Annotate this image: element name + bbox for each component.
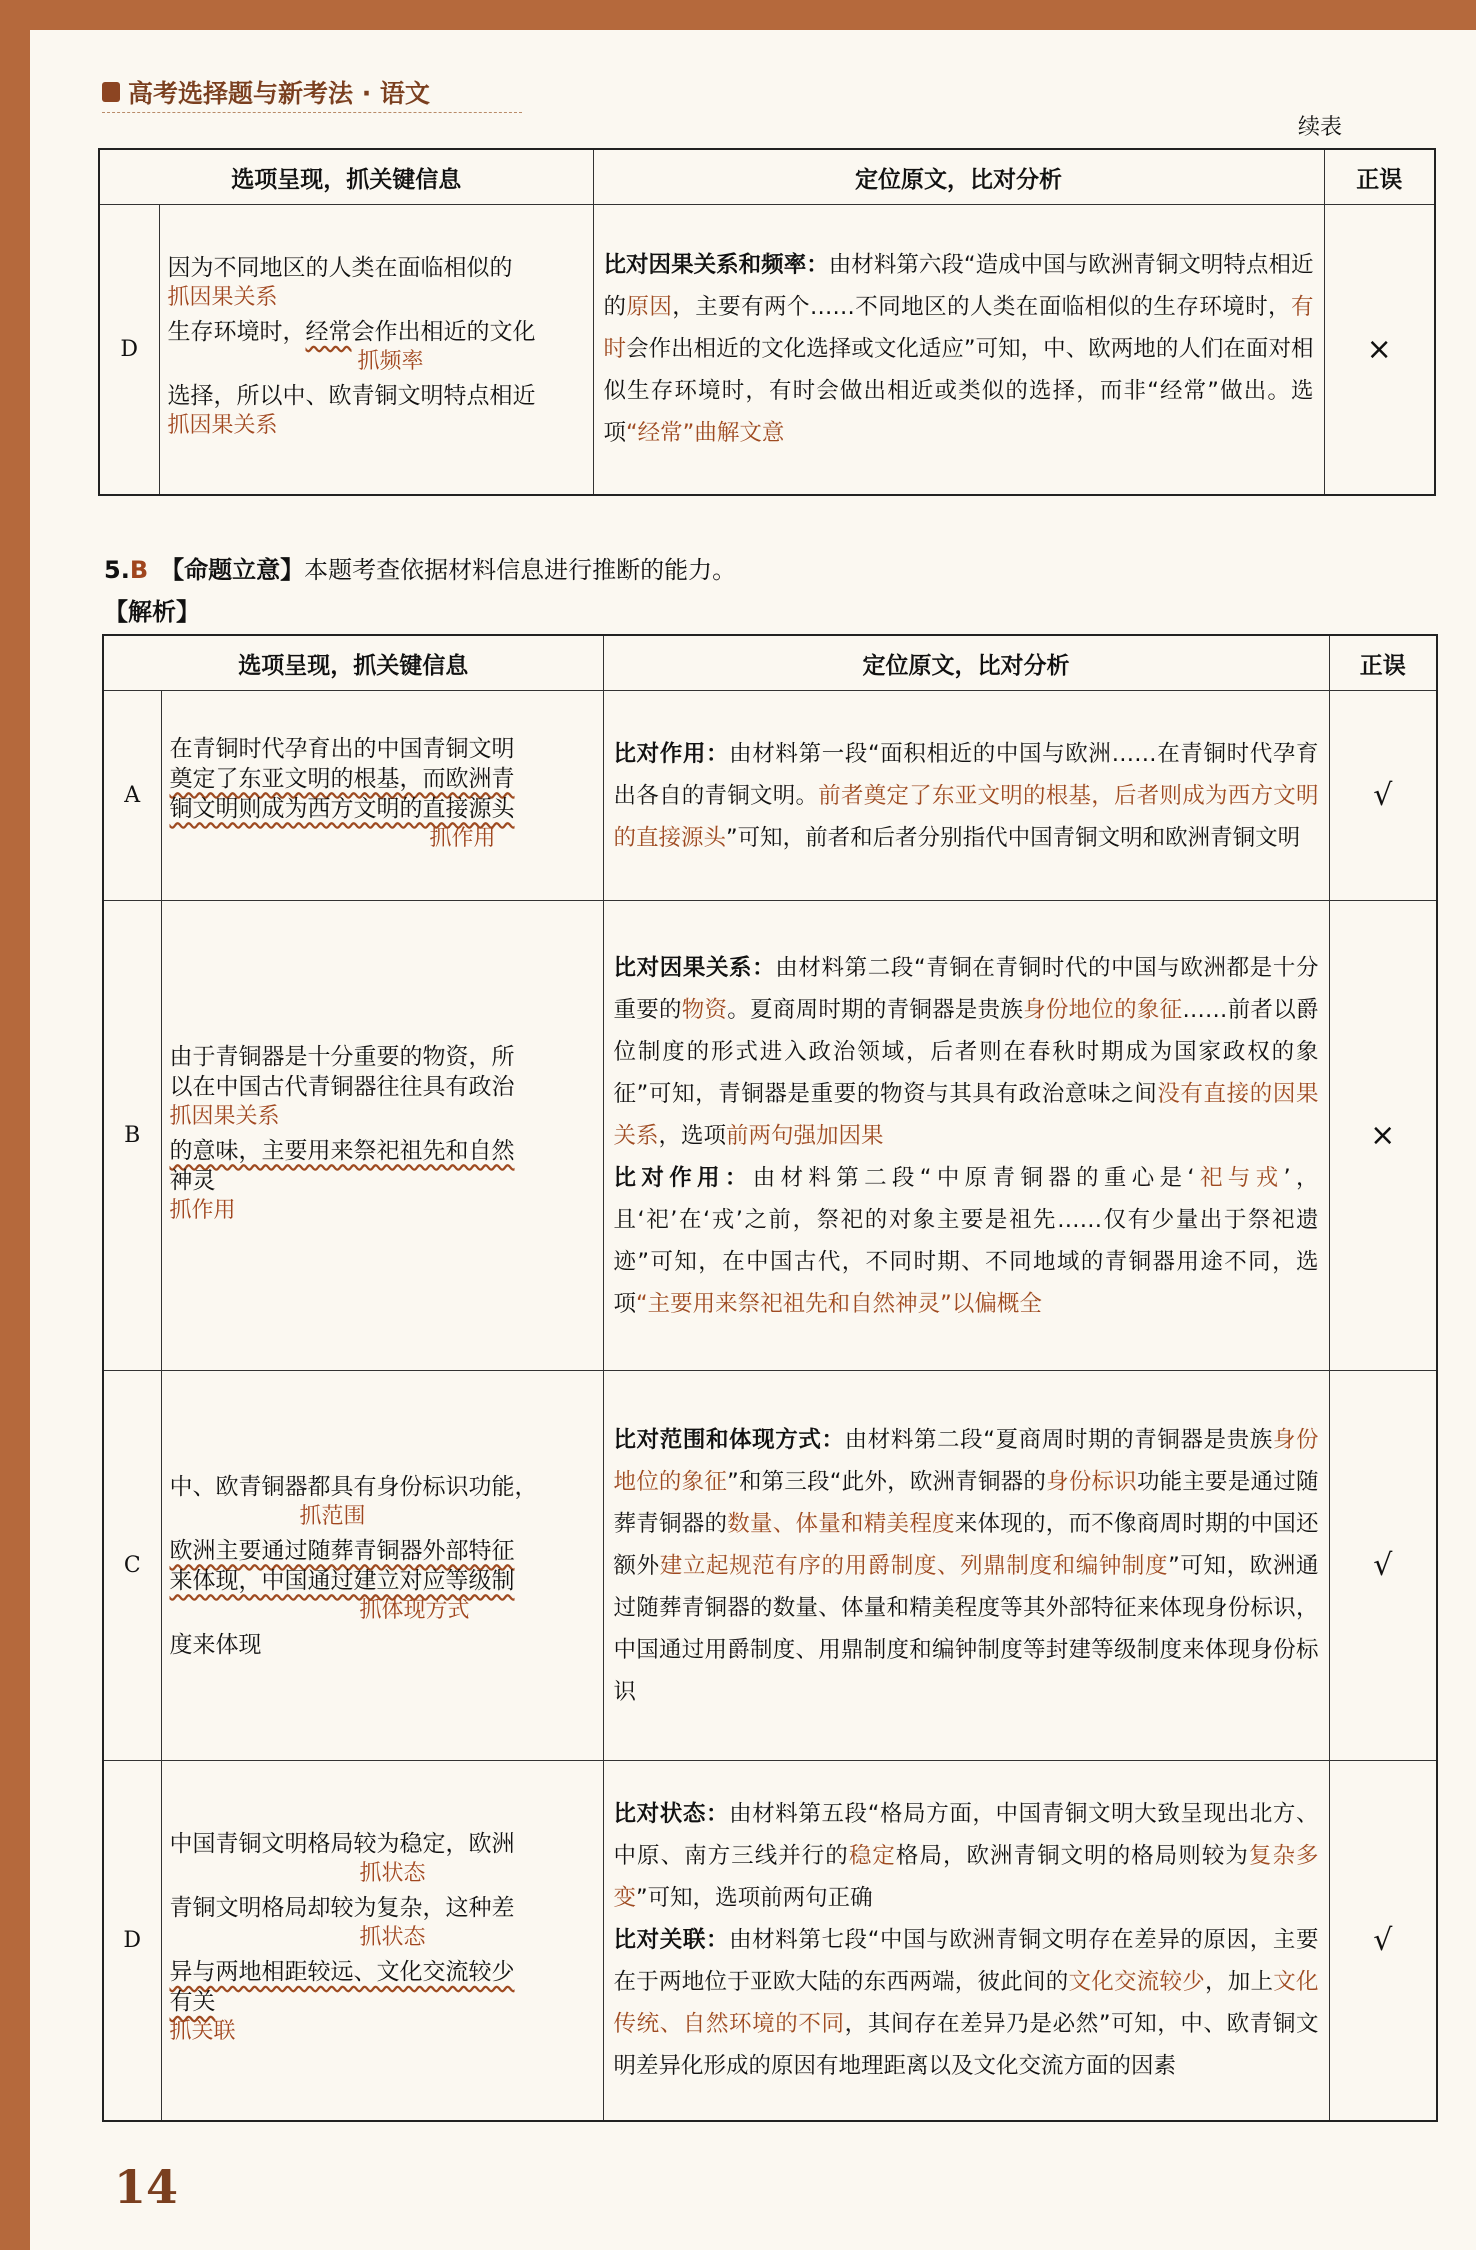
header-col2: 定位原文，比对分析 bbox=[593, 149, 1324, 205]
option-letter: D bbox=[103, 1761, 161, 2121]
annotation-tag: 抓作用 bbox=[429, 825, 496, 851]
header-rule bbox=[102, 112, 522, 113]
key-info-cell: 中国青铜文明格局较为稳定，欧洲 抓状态 青铜文明格局却较为复杂，这种差 抓状态 异与两地相距较远、文化交流较少 有关 抓关联 bbox=[161, 1761, 603, 2121]
analysis-cell: 比对范围和体现方式：由材料第二段“夏商周时期的青铜器是贵族身份地位的象征”和第三段“此外，欧洲青铜器的身份标识功能主要是通过随葬青铜器的数量、体量和精美程度来体现的，而不像商周时期的中国还额外建立起规范有序的用爵制度、列鼎制度和编钟制度”可知，欧洲通过随葬青铜器的数量、体量和精美程度等其外部特征来体现身份标识，中国通过用爵制度、用鼎制度和编钟制度等封建等级制度来体现身份标识 bbox=[603, 1371, 1329, 1761]
key-info-cell: 中、欧青铜器都具有身份标识功能， 抓范围 欧洲主要通过随葬青铜器外部特征 来体现，中国通过建立对应等级制 抓体现方式 度来体现 bbox=[161, 1371, 603, 1761]
annotation-tag: 抓状态 bbox=[359, 1861, 426, 1887]
option-letter: B bbox=[103, 901, 161, 1371]
continued-label: 续表 bbox=[1298, 115, 1343, 140]
table-row bbox=[99, 205, 1435, 495]
judgement-mark: √ bbox=[1329, 691, 1437, 901]
header-col1: 选项呈现，抓关键信息 bbox=[103, 635, 603, 691]
annotation-tag: 抓体现方式 bbox=[359, 1597, 470, 1623]
judgement-mark: × bbox=[1329, 901, 1437, 1371]
option-letter: A bbox=[103, 691, 161, 901]
key-info-cell: 因为不同地区的人类在面临相似的 抓因果关系 生存环境时，经常会作出相近的文化 抓频率 选择，所以中、欧青铜文明特点相近 抓因果关系 bbox=[159, 205, 593, 495]
option-letter: C bbox=[103, 1371, 161, 1761]
table-header-row bbox=[99, 149, 1435, 205]
table-analysis bbox=[102, 634, 1438, 2122]
judgement-mark: × bbox=[1324, 205, 1435, 495]
annotation-tag: 抓因果关系 bbox=[167, 285, 278, 311]
key-info-cell: 在青铜时代孕育出的中国青铜文明 奠定了东亚文明的根基，而欧洲青 铜文明则成为西方文明的直接源头 抓作用 bbox=[161, 691, 603, 901]
annotation-tag: 抓关联 bbox=[169, 2019, 236, 2045]
table-row bbox=[103, 901, 1437, 1371]
page bbox=[30, 30, 1476, 2250]
header bbox=[102, 74, 430, 110]
book-icon bbox=[102, 82, 120, 102]
annotation-tag: 抓因果关系 bbox=[167, 413, 278, 439]
page-number: 14 bbox=[114, 2160, 179, 2214]
annotation-tag: 抓作用 bbox=[169, 1197, 236, 1223]
key-info-cell: 由于青铜器是十分重要的物资，所 以在中国古代青铜器往往具有政治 抓因果关系 的意味，主要用来祭祀祖先和自然 神灵 抓作用 bbox=[161, 901, 603, 1371]
header-title: 高考选择题与新考法 · 语文 bbox=[128, 79, 430, 108]
annotation-tag: 抓范围 bbox=[299, 1503, 366, 1529]
table-continued bbox=[98, 148, 1436, 496]
table-row bbox=[103, 1371, 1437, 1761]
header-col3: 正误 bbox=[1324, 149, 1435, 205]
analysis-cell: 比对状态：由材料第五段“格局方面，中国青铜文明大致呈现出北方、中原、南方三线并行的稳定格局，欧洲青铜文明的格局则较为复杂多变”可知，选项前两句正确 比对关联：由材料第七段“中国与欧洲青铜文明存在差异的原因，主要在于两地位于亚欧大陆的东西两端，彼此间的文化交流较少，加上文化传统、自然环境的不同，其间存在差异乃是必然”可知，中、欧青铜文明差异化形成的原因有地理距离以及文化交流方面的因素 bbox=[603, 1761, 1329, 2121]
analysis-cell: 比对因果关系：由材料第二段“青铜在青铜时代的中国与欧洲都是十分重要的物资。夏商周时期的青铜器是贵族身份地位的象征……前者以爵位制度的形式进入政治领域，后者则在春秋时期成为国家政权的象征”可知，青铜器是重要的物资与其具有政治意味之间没有直接的因果关系，选项前两句强加因果 比对作用：由材料第二段“中原青铜器的重心是‘祀与戎’，且‘祀’在‘戎’之前，祭祀的对象主要是祖先……仅有少量出于祭祀遗迹”可知，在中国古代，不同时期、不同地域的青铜器用途不同，选项“主要用来祭祀祖先和自然神灵”以偏概全 bbox=[603, 901, 1329, 1371]
analysis-cell: 比对作用：由材料第一段“面积相近的中国与欧洲……在青铜时代孕育出各自的青铜文明。前者奠定了东亚文明的根基，后者则成为西方文明的直接源头”可知，前者和后者分别指代中国青铜文明和欧洲青铜文明 bbox=[603, 691, 1329, 901]
table-row bbox=[103, 1761, 1437, 2121]
header-col2: 定位原文，比对分析 bbox=[603, 635, 1329, 691]
annotation-tag: 抓因果关系 bbox=[169, 1103, 280, 1129]
option-letter: D bbox=[99, 205, 159, 495]
table-header-row bbox=[103, 635, 1437, 691]
judgement-mark: √ bbox=[1329, 1371, 1437, 1761]
table-row bbox=[103, 691, 1437, 901]
analysis-label: 【解析】 bbox=[104, 598, 200, 626]
header-col3: 正误 bbox=[1329, 635, 1437, 691]
judgement-mark: √ bbox=[1329, 1761, 1437, 2121]
annotation-tag: 抓频率 bbox=[357, 349, 424, 375]
header-col1: 选项呈现，抓关键信息 bbox=[99, 149, 593, 205]
annotation-tag: 抓状态 bbox=[359, 1925, 426, 1951]
analysis-cell: 比对因果关系和频率：由材料第六段“造成中国与欧洲青铜文明特点相近的原因，主要有两个……不同地区的人类在面临相似的生存环境时，有时会作出相近的文化选择或文化适应”可知，中、欧两地的人们在面对相似生存环境时，有时会做出相近或类似的选择，而非“经常”做出。选项“经常”曲解文意 bbox=[593, 205, 1324, 495]
question-5-intent: 5.B 【命题立意】本题考查依据材料信息进行推断的能力。 bbox=[104, 556, 737, 584]
